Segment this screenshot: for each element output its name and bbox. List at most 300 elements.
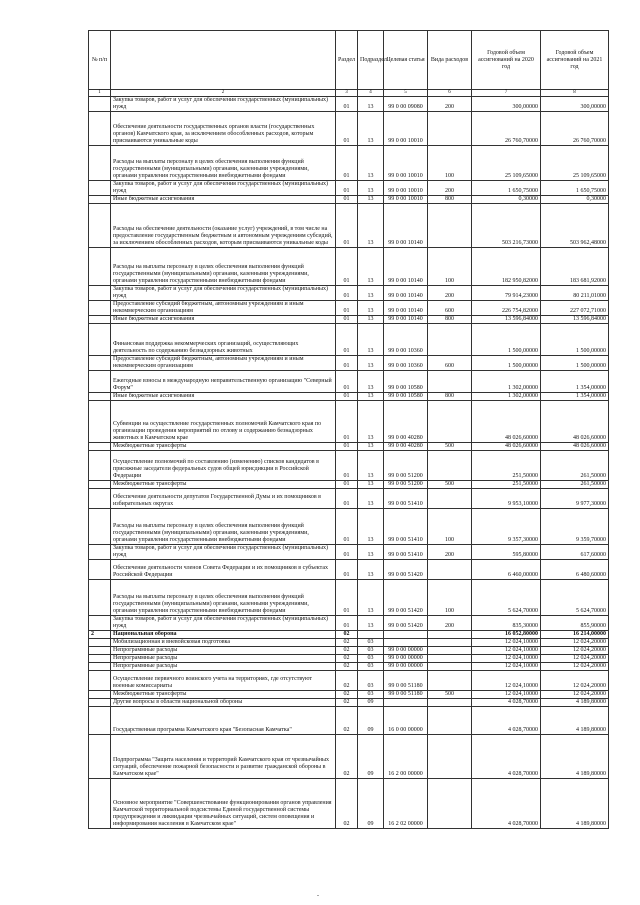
row-2021-cell: 12 024,20000 [541, 691, 609, 699]
table-row [89, 509, 609, 545]
row-podrazdel-cell: 03 [358, 663, 384, 671]
row-stat-cell: 99 0 00 51200 [384, 451, 428, 481]
row-podrazdel-cell: 13 [358, 489, 384, 509]
row-podrazdel-cell: 13 [358, 356, 384, 371]
row-2021-cell: 503 962,48000 [541, 204, 609, 248]
row-razdel-cell: 01 [336, 560, 358, 580]
colnum-cell: 4 [358, 90, 384, 97]
row-2021-cell: 48 026,60000 [541, 401, 609, 443]
row-number-cell [89, 580, 111, 616]
row-name-cell: Иные бюджетные ассигнования [111, 316, 336, 324]
row-2020-cell: 12 024,10000 [472, 663, 541, 671]
row-vid-cell: 100 [428, 248, 472, 286]
row-podrazdel-cell: 13 [358, 301, 384, 316]
row-stat-cell: 99 0 00 10140 [384, 204, 428, 248]
row-2020-cell: 595,80000 [472, 545, 541, 560]
row-2021-cell: 48 026,60000 [541, 443, 609, 451]
row-number-cell [89, 248, 111, 286]
row-number-cell [89, 371, 111, 393]
row-number-cell [89, 545, 111, 560]
row-name-cell: Межбюджетные трансферты [111, 691, 336, 699]
row-number-cell [89, 616, 111, 631]
row-2020-cell: 48 026,60000 [472, 443, 541, 451]
row-razdel-cell: 02 [336, 691, 358, 699]
table-row [89, 181, 609, 196]
row-number-cell [89, 560, 111, 580]
row-stat-cell: 99 0 00 10010 [384, 146, 428, 181]
row-2020-cell: 25 109,65000 [472, 146, 541, 181]
row-podrazdel-cell: 13 [358, 248, 384, 286]
row-razdel-cell: 02 [336, 639, 358, 647]
header-stat: Целевая статья [384, 31, 428, 90]
row-vid-cell [428, 371, 472, 393]
row-2020-cell: 6 460,00000 [472, 560, 541, 580]
header-podrazdel: Подраздел [358, 31, 384, 90]
row-number-cell [89, 671, 111, 691]
row-number-cell [89, 639, 111, 647]
row-stat-cell: 99 0 00 10580 [384, 371, 428, 393]
table-row [89, 286, 609, 301]
row-podrazdel-cell: 13 [358, 286, 384, 301]
row-razdel-cell: 01 [336, 509, 358, 545]
row-2020-cell: 4 028,70000 [472, 699, 541, 707]
row-name-cell: Другие вопросы в области национальной обороны [111, 699, 336, 707]
row-2020-cell: 1 302,00000 [472, 393, 541, 401]
row-vid-cell [428, 671, 472, 691]
row-2021-cell: 12 024,20000 [541, 663, 609, 671]
row-vid-cell: 100 [428, 580, 472, 616]
row-name-cell: Субвенции на осуществление государственных полномочий Камчатского края по организации проведения мероприятий по отлову и содержанию безнадзорных животных в Камчатском крае [111, 401, 336, 443]
row-vid-cell [428, 699, 472, 707]
row-podrazdel-cell: 09 [358, 779, 384, 829]
row-stat-cell: 99 0 00 40280 [384, 443, 428, 451]
row-razdel-cell: 01 [336, 616, 358, 631]
table-header-row [89, 31, 609, 90]
row-2021-cell: 13 596,84000 [541, 316, 609, 324]
row-razdel-cell: 02 [336, 663, 358, 671]
table-row [89, 324, 609, 356]
row-2020-cell: 1 500,00000 [472, 324, 541, 356]
row-number-cell [89, 196, 111, 204]
row-number-cell [89, 509, 111, 545]
header-name [111, 31, 336, 90]
page-mark: - [317, 893, 319, 899]
row-number-cell [89, 647, 111, 655]
row-2021-cell: 1 650,75000 [541, 181, 609, 196]
table-row [89, 545, 609, 560]
row-number-cell [89, 301, 111, 316]
table-row [89, 204, 609, 248]
row-number-cell [89, 181, 111, 196]
row-2021-cell: 227 072,71000 [541, 301, 609, 316]
row-stat-cell: 99 0 00 51180 [384, 671, 428, 691]
table-row [89, 196, 609, 204]
row-podrazdel-cell: 13 [358, 97, 384, 112]
row-razdel-cell: 01 [336, 301, 358, 316]
row-2020-cell: 251,50000 [472, 451, 541, 481]
row-number-cell [89, 443, 111, 451]
table-row [89, 443, 609, 451]
row-name-cell: Осуществление полномочий по составлению (изменению) списков кандидатов в присяжные заседатели федеральных судов общей юрисдикции в Российской Федерации [111, 451, 336, 481]
row-2021-cell: 12 024,20000 [541, 655, 609, 663]
row-2020-cell: 16 052,80000 [472, 631, 541, 639]
row-2020-cell: 79 914,23000 [472, 286, 541, 301]
row-2020-cell: 300,00000 [472, 97, 541, 112]
row-name-cell: Непрограммные расходы [111, 663, 336, 671]
row-stat-cell: 99 0 00 10140 [384, 248, 428, 286]
table-row [89, 301, 609, 316]
row-razdel-cell: 02 [336, 779, 358, 829]
row-razdel-cell: 01 [336, 393, 358, 401]
row-stat-cell [384, 639, 428, 647]
row-2020-cell: 1 500,00000 [472, 356, 541, 371]
row-stat-cell: 99 0 00 51420 [384, 580, 428, 616]
row-podrazdel-cell: 13 [358, 580, 384, 616]
row-2021-cell: 261,50000 [541, 481, 609, 489]
row-number-cell [89, 393, 111, 401]
row-2021-cell: 300,00000 [541, 97, 609, 112]
row-stat-cell: 99 0 00 51200 [384, 481, 428, 489]
row-razdel-cell: 01 [336, 489, 358, 509]
row-stat-cell: 99 0 00 10010 [384, 181, 428, 196]
row-razdel-cell: 01 [336, 580, 358, 616]
row-stat-cell: 99 0 00 10140 [384, 301, 428, 316]
row-number-cell [89, 481, 111, 489]
row-2020-cell: 48 026,60000 [472, 401, 541, 443]
row-name-cell: Расходы на обеспечение деятельности (оказание услуг) учреждений, в том числе на предоставление государственным бюджетным и автономным учреждениям субсидий, за исключением обособленных расходов, которым присваиваются уникальные коды [111, 204, 336, 248]
row-2021-cell: 6 480,60000 [541, 560, 609, 580]
row-stat-cell [384, 631, 428, 639]
table-row [89, 691, 609, 699]
row-name-cell: Национальная оборона [111, 631, 336, 639]
row-2020-cell: 4 028,70000 [472, 735, 541, 779]
row-vid-cell [428, 451, 472, 481]
row-podrazdel-cell: 09 [358, 735, 384, 779]
row-2021-cell: 1 500,00000 [541, 356, 609, 371]
colnum-cell: 3 [336, 90, 358, 97]
table-row [89, 356, 609, 371]
row-2021-cell: 1 354,00000 [541, 371, 609, 393]
row-stat-cell: 99 0 00 10140 [384, 316, 428, 324]
row-2021-cell: 9 977,30000 [541, 489, 609, 509]
row-podrazdel-cell: 13 [358, 545, 384, 560]
row-name-cell: Межбюджетные трансферты [111, 443, 336, 451]
header-2020: Годовой объем ассигнований на 2020 год [472, 31, 541, 90]
row-vid-cell: 200 [428, 616, 472, 631]
row-2021-cell: 12 024,20000 [541, 647, 609, 655]
row-2021-cell: 1 354,00000 [541, 393, 609, 401]
row-number-cell: 2 [89, 631, 111, 639]
header-2021: Годовой объем ассигнований на 2021 год [541, 31, 609, 90]
row-2020-cell: 4 028,70000 [472, 779, 541, 829]
table-row [89, 580, 609, 616]
row-vid-cell: 600 [428, 356, 472, 371]
colnum-cell: 5 [384, 90, 428, 97]
row-vid-cell [428, 779, 472, 829]
row-stat-cell: 99 0 00 51420 [384, 616, 428, 631]
row-podrazdel-cell: 13 [358, 324, 384, 356]
row-number-cell [89, 735, 111, 779]
row-podrazdel-cell: 13 [358, 196, 384, 204]
row-razdel-cell: 01 [336, 324, 358, 356]
row-stat-cell: 16 2 02 00000 [384, 779, 428, 829]
row-vid-cell: 800 [428, 316, 472, 324]
row-razdel-cell: 02 [336, 707, 358, 735]
row-razdel-cell: 01 [336, 451, 358, 481]
row-name-cell: Непрограммные расходы [111, 655, 336, 663]
row-stat-cell: 99 0 00 51180 [384, 691, 428, 699]
header-razdel: Раздел [336, 31, 358, 90]
header-num: № п/п [89, 31, 111, 90]
column-number-row [89, 90, 609, 97]
row-podrazdel-cell [358, 631, 384, 639]
row-podrazdel-cell: 13 [358, 371, 384, 393]
row-stat-cell: 99 0 00 10010 [384, 196, 428, 204]
colnum-cell: 8 [541, 90, 609, 97]
row-razdel-cell: 01 [336, 181, 358, 196]
row-number-cell [89, 112, 111, 146]
row-number-cell [89, 324, 111, 356]
table-row [89, 655, 609, 663]
budget-table [88, 30, 609, 829]
table-row [89, 371, 609, 393]
row-2020-cell: 1 650,75000 [472, 181, 541, 196]
row-2021-cell: 12 024,20000 [541, 671, 609, 691]
row-2021-cell: 4 189,80000 [541, 707, 609, 735]
row-stat-cell: 99 0 00 51410 [384, 489, 428, 509]
row-name-cell: Расходы на выплаты персоналу в целях обеспечения выполнения функций государственными (муниципальными) органами, казенными учреждениями, органами управления государственными внебюджетными фондами [111, 248, 336, 286]
row-name-cell: Основное мероприятие "Совершенствование функционирования органов управления Камчатской территориальной подсистемы Единой государственной системы предупреждения и ликвидации чрезвычайных ситуаций, систем оповещения и информирования населения в Камчатском крае" [111, 779, 336, 829]
row-name-cell: Мобилизационная и вневойсковая подготовка [111, 639, 336, 647]
table-row [89, 112, 609, 146]
row-vid-cell: 200 [428, 97, 472, 112]
row-vid-cell: 500 [428, 481, 472, 489]
row-stat-cell: 16 0 00 00000 [384, 707, 428, 735]
row-name-cell: Осуществление первичного воинского учета на территориях, где отсутствуют военные комиссариаты [111, 671, 336, 691]
row-razdel-cell: 02 [336, 671, 358, 691]
row-razdel-cell: 02 [336, 647, 358, 655]
row-2021-cell: 261,50000 [541, 451, 609, 481]
row-2021-cell: 4 189,80000 [541, 699, 609, 707]
row-razdel-cell: 01 [336, 401, 358, 443]
colnum-cell: 2 [111, 90, 336, 97]
table-row [89, 481, 609, 489]
row-vid-cell: 500 [428, 691, 472, 699]
row-name-cell: Обеспечение деятельности депутатов Государственной Думы и их помощников в избирательных округах [111, 489, 336, 509]
row-vid-cell [428, 639, 472, 647]
table-row [89, 735, 609, 779]
table-body [89, 97, 609, 829]
row-stat-cell: 99 0 00 00000 [384, 663, 428, 671]
row-vid-cell: 800 [428, 393, 472, 401]
row-podrazdel-cell: 03 [358, 647, 384, 655]
row-vid-cell [428, 647, 472, 655]
row-2020-cell: 12 024,10000 [472, 647, 541, 655]
row-podrazdel-cell: 09 [358, 707, 384, 735]
row-vid-cell: 600 [428, 301, 472, 316]
colnum-cell: 6 [428, 90, 472, 97]
row-stat-cell: 99 0 00 00000 [384, 647, 428, 655]
row-podrazdel-cell: 13 [358, 204, 384, 248]
row-2020-cell: 251,50000 [472, 481, 541, 489]
row-number-cell [89, 286, 111, 301]
row-2021-cell: 0,30000 [541, 196, 609, 204]
row-vid-cell [428, 735, 472, 779]
row-stat-cell: 99 0 00 51410 [384, 509, 428, 545]
row-razdel-cell: 01 [336, 112, 358, 146]
row-podrazdel-cell: 13 [358, 443, 384, 451]
row-razdel-cell: 01 [336, 371, 358, 393]
row-name-cell: Обеспечение деятельности государственных органов власти (государственных органов) Камчатского края, за исключением обособленных расходов, которым присваиваются уникальные коды [111, 112, 336, 146]
row-2020-cell: 182 950,82000 [472, 248, 541, 286]
row-razdel-cell: 01 [336, 204, 358, 248]
row-name-cell: Расходы на выплаты персоналу в целях обеспечения выполнения функций государственными (муниципальными) органами, казенными учреждениями, органами управления государственными внебюджетными фондами [111, 509, 336, 545]
row-stat-cell: 99 0 00 10360 [384, 356, 428, 371]
row-razdel-cell: 02 [336, 735, 358, 779]
row-razdel-cell: 01 [336, 196, 358, 204]
row-2020-cell: 12 024,10000 [472, 691, 541, 699]
row-name-cell: Предоставление субсидий бюджетным, автономным учреждениям и иным некоммерческим организациям [111, 301, 336, 316]
row-vid-cell [428, 663, 472, 671]
row-2020-cell: 26 760,70000 [472, 112, 541, 146]
row-podrazdel-cell: 03 [358, 691, 384, 699]
table-row [89, 248, 609, 286]
row-name-cell: Закупка товаров, работ и услуг для обеспечения государственных (муниципальных) нужд [111, 616, 336, 631]
row-number-cell [89, 451, 111, 481]
row-razdel-cell: 01 [336, 443, 358, 451]
row-2020-cell: 5 624,70000 [472, 580, 541, 616]
row-podrazdel-cell: 09 [358, 699, 384, 707]
row-name-cell: Финансовая поддержка некоммерческих организаций, осуществляющих деятельность по содержанию безнадзорных животных [111, 324, 336, 356]
row-number-cell [89, 316, 111, 324]
row-podrazdel-cell: 13 [358, 509, 384, 545]
row-razdel-cell: 01 [336, 146, 358, 181]
row-number-cell [89, 779, 111, 829]
row-vid-cell: 100 [428, 509, 472, 545]
row-razdel-cell: 02 [336, 631, 358, 639]
row-name-cell: Расходы на выплаты персоналу в целях обеспечения выполнения функций государственными (муниципальными) органами, казенными учреждениями, органами управления государственными внебюджетными фондами [111, 580, 336, 616]
row-name-cell: Обеспечение деятельности членов Совета Федерации и их помощников в субъектах Российской Федерации [111, 560, 336, 580]
row-razdel-cell: 01 [336, 481, 358, 489]
row-vid-cell: 100 [428, 146, 472, 181]
row-2020-cell: 0,30000 [472, 196, 541, 204]
row-stat-cell: 99 0 00 10010 [384, 112, 428, 146]
colnum-cell: 7 [472, 90, 541, 97]
row-vid-cell: 200 [428, 286, 472, 301]
row-razdel-cell: 01 [336, 97, 358, 112]
row-razdel-cell: 01 [336, 356, 358, 371]
row-stat-cell: 99 0 00 40280 [384, 401, 428, 443]
table-row [89, 631, 609, 639]
row-stat-cell [384, 699, 428, 707]
row-stat-cell: 99 0 00 00000 [384, 655, 428, 663]
row-podrazdel-cell: 13 [358, 560, 384, 580]
row-name-cell: Закупка товаров, работ и услуг для обеспечения государственных (муниципальных) нужд [111, 286, 336, 301]
row-stat-cell: 99 0 00 10140 [384, 286, 428, 301]
row-name-cell: Предоставление субсидий бюджетным, автономным учреждениям и иным некоммерческим организациям [111, 356, 336, 371]
row-2021-cell: 5 624,70000 [541, 580, 609, 616]
table-row [89, 639, 609, 647]
row-vid-cell [428, 324, 472, 356]
table-row [89, 560, 609, 580]
row-vid-cell [428, 204, 472, 248]
row-2021-cell: 9 359,70000 [541, 509, 609, 545]
row-number-cell [89, 691, 111, 699]
row-podrazdel-cell: 13 [358, 401, 384, 443]
row-vid-cell: 200 [428, 545, 472, 560]
row-2020-cell: 12 024,10000 [472, 639, 541, 647]
row-name-cell: Иные бюджетные ассигнования [111, 393, 336, 401]
row-name-cell: Расходы на выплаты персоналу в целях обеспечения выполнения функций государственными (муниципальными) органами, казенными учреждениями, органами управления государственными внебюджетными фондами [111, 146, 336, 181]
row-2021-cell: 617,60000 [541, 545, 609, 560]
row-name-cell: Закупка товаров, работ и услуг для обеспечения государственных (муниципальных) нужд [111, 181, 336, 196]
row-razdel-cell: 02 [336, 699, 358, 707]
row-2021-cell: 4 189,80000 [541, 779, 609, 829]
row-stat-cell: 99 0 00 09080 [384, 97, 428, 112]
row-vid-cell: 200 [428, 181, 472, 196]
row-2021-cell: 16 214,00000 [541, 631, 609, 639]
row-stat-cell: 99 0 00 10360 [384, 324, 428, 356]
row-number-cell [89, 655, 111, 663]
row-name-cell: Иные бюджетные ассигнования [111, 196, 336, 204]
row-vid-cell [428, 112, 472, 146]
row-stat-cell: 16 2 00 00000 [384, 735, 428, 779]
row-vid-cell [428, 401, 472, 443]
row-number-cell [89, 97, 111, 112]
row-2021-cell: 183 681,92000 [541, 248, 609, 286]
table-row [89, 401, 609, 443]
row-number-cell [89, 146, 111, 181]
row-2020-cell: 4 028,70000 [472, 707, 541, 735]
row-stat-cell: 99 0 00 10580 [384, 393, 428, 401]
row-podrazdel-cell: 03 [358, 655, 384, 663]
row-2020-cell: 12 024,10000 [472, 655, 541, 663]
row-name-cell: Государственная программа Камчатского края "Безопасная Камчатка" [111, 707, 336, 735]
row-2020-cell: 12 024,10000 [472, 671, 541, 691]
row-podrazdel-cell: 03 [358, 639, 384, 647]
row-2020-cell: 13 596,84000 [472, 316, 541, 324]
colnum-cell: 1 [89, 90, 111, 97]
row-name-cell: Подпрограмма "Защита населения и территорий Камчатского края от чрезвычайных ситуаций, обеспечение пожарной безопасности и развитие гражданской обороны в Камчатском крае" [111, 735, 336, 779]
row-2021-cell: 26 760,70000 [541, 112, 609, 146]
row-2020-cell: 1 302,00000 [472, 371, 541, 393]
row-vid-cell [428, 560, 472, 580]
row-number-cell [89, 707, 111, 735]
row-name-cell: Закупка товаров, работ и услуг для обеспечения государственных (муниципальных) нужд [111, 97, 336, 112]
row-2020-cell: 503 216,73000 [472, 204, 541, 248]
row-2021-cell: 855,90000 [541, 616, 609, 631]
row-name-cell: Межбюджетные трансферты [111, 481, 336, 489]
table-row [89, 316, 609, 324]
row-razdel-cell: 01 [336, 545, 358, 560]
row-name-cell: Непрограммные расходы [111, 647, 336, 655]
header-vid: Вида расходов [428, 31, 472, 90]
row-razdel-cell: 01 [336, 286, 358, 301]
row-vid-cell [428, 655, 472, 663]
row-vid-cell [428, 707, 472, 735]
table-row [89, 451, 609, 481]
table-row [89, 146, 609, 181]
table-row [89, 97, 609, 112]
row-podrazdel-cell: 13 [358, 146, 384, 181]
table-row [89, 671, 609, 691]
row-number-cell [89, 489, 111, 509]
row-number-cell [89, 699, 111, 707]
row-razdel-cell: 02 [336, 655, 358, 663]
row-podrazdel-cell: 13 [358, 181, 384, 196]
table-row [89, 616, 609, 631]
row-2020-cell: 226 754,82000 [472, 301, 541, 316]
